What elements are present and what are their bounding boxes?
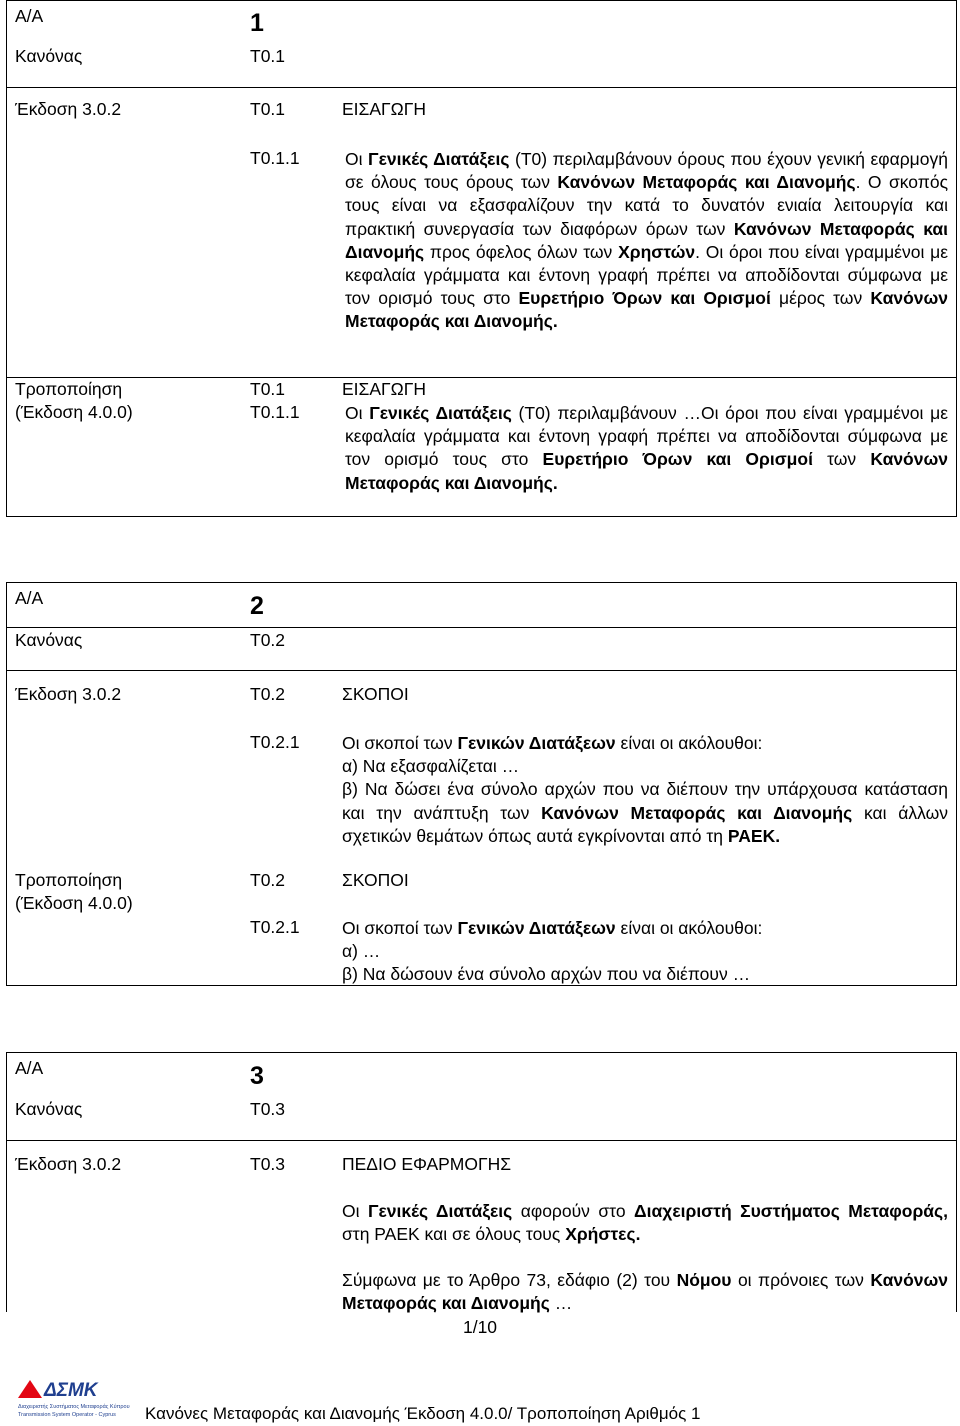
text-run: μέρος των bbox=[770, 288, 871, 309]
text-run: είναι οι ακόλουθοι: bbox=[615, 918, 763, 938]
text-run: . Ο σκοπός τους είναι να εξασφαλίζουν την κατά το δυνατόν ενιαία λειτουργία και πρακτική συνεργασία των διαφόρων όρων των bbox=[345, 172, 949, 239]
version-row bbox=[7, 87, 956, 378]
bold-term: Κανόνων Μεταφοράς και Διανομής. bbox=[345, 449, 948, 493]
section-title: ΣΚΟΠΟΙ bbox=[342, 870, 409, 890]
subsection-text bbox=[342, 917, 948, 987]
amendment-version: (Έκδοση 4.0.0) bbox=[15, 402, 133, 422]
kanonas-label: Κανόνας bbox=[15, 46, 83, 66]
version-label: Έκδοση 3.0.2 bbox=[15, 684, 122, 704]
rule-table-1 bbox=[6, 0, 957, 517]
scope-text-law bbox=[342, 1269, 948, 1315]
bold-term: Κανόνων Μεταφοράς και Διανομής bbox=[342, 1270, 949, 1314]
aa-row bbox=[7, 583, 956, 627]
version-row bbox=[7, 670, 956, 862]
text-run: (Τ0) περιλαμβάνουν …Οι όροι που είναι γραμμένοι με κεφαλαία γράμματα και έντονη γραφή πρέπει να αποδίδονται σύμφωνα με τον ορισμό τους στο bbox=[345, 403, 948, 470]
text-run: (Τ0) περιλαμβάνουν όρους που έχουν γενική εφαρμογή σε όλους τους όρους των bbox=[345, 149, 948, 193]
kanonas-label: Κανόνας bbox=[15, 630, 83, 650]
rule-number: 1 bbox=[250, 9, 264, 37]
amendment-label: Τροποποίηση bbox=[15, 379, 123, 399]
text-run: και άλλων σχετικών θεμάτων όπως αυτά εγκρίνονται από τη bbox=[342, 802, 948, 846]
text-run: προς όφελος όλων των bbox=[424, 241, 619, 262]
bold-term: Χρήστες. bbox=[565, 1224, 641, 1245]
dsmk-logo bbox=[14, 1376, 132, 1420]
version-row bbox=[7, 1140, 956, 1314]
footer-document-title: Κανόνες Μεταφοράς και Διανομής Έκδοση 4.0.0/ Τροποποίηση Αριθμός 1 bbox=[145, 1404, 701, 1423]
text-run: στη ΡΑΕΚ και σε όλους τους bbox=[342, 1224, 566, 1245]
subsection-code: Τ0.1.1 bbox=[250, 148, 300, 168]
section-title: ΕΙΣΑΓΩΓΗ bbox=[342, 379, 427, 399]
text-run: Οι σκοποί των bbox=[342, 733, 458, 753]
subsection-text bbox=[345, 148, 948, 334]
text-run: . Οι όροι που είναι γραμμένοι με κεφαλαία γράμματα και έντονη γραφή πρέπει να αποδίδονται σύμφωνα με τον ορισμό τους στο bbox=[345, 241, 949, 309]
bold-term: Ευρετήριο Όρων και Ορισμοί bbox=[542, 449, 813, 470]
text-run: Οι σκοποί των bbox=[342, 918, 458, 938]
text-run: Οι bbox=[345, 403, 370, 423]
kanonas-row bbox=[7, 627, 956, 671]
aa-label: Α/Α bbox=[15, 6, 44, 26]
bold-term: Γενικές Διατάξεις bbox=[368, 149, 510, 169]
rule-number: 3 bbox=[250, 1062, 264, 1090]
kanonas-row bbox=[7, 1097, 956, 1140]
bold-term: Νόμου bbox=[676, 1270, 732, 1290]
section-code: Τ0.1 bbox=[250, 99, 286, 119]
rule-code: Τ0.2 bbox=[250, 630, 286, 650]
page-number: 1/10 bbox=[462, 1317, 498, 1337]
subsection-code: Τ0.1.1 bbox=[250, 402, 300, 422]
bold-term: Γενικών Διατάξεων bbox=[457, 733, 616, 753]
svg-text:ΔΣΜΚ: ΔΣΜΚ bbox=[44, 1380, 98, 1401]
bold-term: Γενικές Διατάξεις bbox=[367, 1201, 513, 1221]
text-run: … bbox=[549, 1293, 573, 1314]
text-run: Σύμφωνα με το Άρθρο 73, εδάφιο (2) του bbox=[342, 1270, 677, 1290]
kanonas-label: Κανόνας bbox=[15, 1099, 83, 1119]
amendment-version: (Έκδοση 4.0.0) bbox=[15, 893, 133, 913]
scope-text bbox=[342, 1200, 948, 1246]
subsection-code: Τ0.2.1 bbox=[250, 917, 300, 937]
bold-term: Κανόνων Μεταφοράς και Διανομής bbox=[345, 218, 949, 262]
section-title: ΕΙΣΑΓΩΓΗ bbox=[342, 99, 427, 119]
aa-label: Α/Α bbox=[15, 588, 44, 608]
section-code: Τ0.1 bbox=[250, 379, 286, 399]
text-run: α) Να εξασφαλίζεται … bbox=[342, 756, 520, 777]
text-run: β) Να δώσουν ένα σύνολο αρχών που να διέπουν … bbox=[342, 964, 751, 985]
version-label: Έκδοση 3.0.2 bbox=[15, 1154, 122, 1174]
subsection-text bbox=[345, 402, 948, 495]
kanonas-row bbox=[7, 44, 956, 87]
text-run: είναι οι ακόλουθοι: bbox=[615, 733, 763, 753]
rule-table-3 bbox=[6, 1052, 957, 1312]
bold-term: Γενικές Διατάξεις bbox=[369, 403, 512, 423]
rule-number: 2 bbox=[250, 592, 264, 620]
version-label: Έκδοση 3.0.2 bbox=[15, 99, 122, 119]
section-title: ΠΕΔΙΟ ΕΦΑΡΜΟΓΗΣ bbox=[342, 1154, 512, 1174]
text-run: των bbox=[812, 449, 871, 470]
bold-term: Κανόνων Μεταφοράς και Διανομής. bbox=[345, 288, 949, 332]
subsection-text bbox=[342, 732, 948, 848]
logo-triangle-icon bbox=[18, 1380, 42, 1398]
section-code: Τ0.2 bbox=[250, 684, 286, 704]
rule-code: Τ0.3 bbox=[250, 1099, 286, 1119]
aa-row bbox=[7, 1053, 956, 1097]
section-code: Τ0.3 bbox=[250, 1154, 286, 1174]
text-run: Οι bbox=[345, 149, 369, 169]
svg-text:Διαχειριστής Συστήματος Μεταφο: Διαχειριστής Συστήματος Μεταφοράς Κύπρου bbox=[18, 1404, 130, 1410]
aa-label: Α/Α bbox=[15, 1058, 44, 1078]
section-code: Τ0.2 bbox=[250, 870, 286, 890]
bold-term: Κανόνων Μεταφοράς και Διανομής bbox=[557, 172, 856, 193]
bold-term: Γενικών Διατάξεων bbox=[457, 918, 616, 938]
amendment-row bbox=[7, 377, 956, 519]
bold-term: Ευρετήριο Όρων και Ορισμοί bbox=[518, 288, 771, 309]
aa-row bbox=[7, 1, 956, 44]
bold-term: Χρηστών bbox=[618, 241, 696, 262]
rule-code: Τ0.1 bbox=[250, 46, 286, 66]
amendment-label: Τροποποίηση bbox=[15, 870, 123, 890]
bold-term: Κανόνων Μεταφοράς και Διανομής bbox=[541, 802, 853, 823]
bold-term: ΡΑΕΚ. bbox=[727, 825, 781, 846]
rule-table-2 bbox=[6, 582, 957, 986]
bold-term: Διαχειριστή Συστήματος Μεταφοράς, bbox=[634, 1201, 949, 1221]
text-run: Οι bbox=[342, 1201, 368, 1221]
text-run: οι πρόνοιες των bbox=[731, 1270, 871, 1290]
text-run: α) … bbox=[342, 941, 381, 962]
text-run: β) Να δώσει ένα σύνολο αρχών που να διέπουν την υπάρχουσα κατάσταση και την ανάπτυξη των bbox=[342, 779, 948, 823]
text-run: αφορούν στο bbox=[512, 1201, 635, 1221]
subsection-code: Τ0.2.1 bbox=[250, 732, 300, 752]
svg-text:Transmission System Operator -: Transmission System Operator - Cyprus bbox=[18, 1412, 116, 1418]
amendment-row bbox=[7, 861, 956, 987]
section-title: ΣΚΟΠΟΙ bbox=[342, 684, 409, 704]
